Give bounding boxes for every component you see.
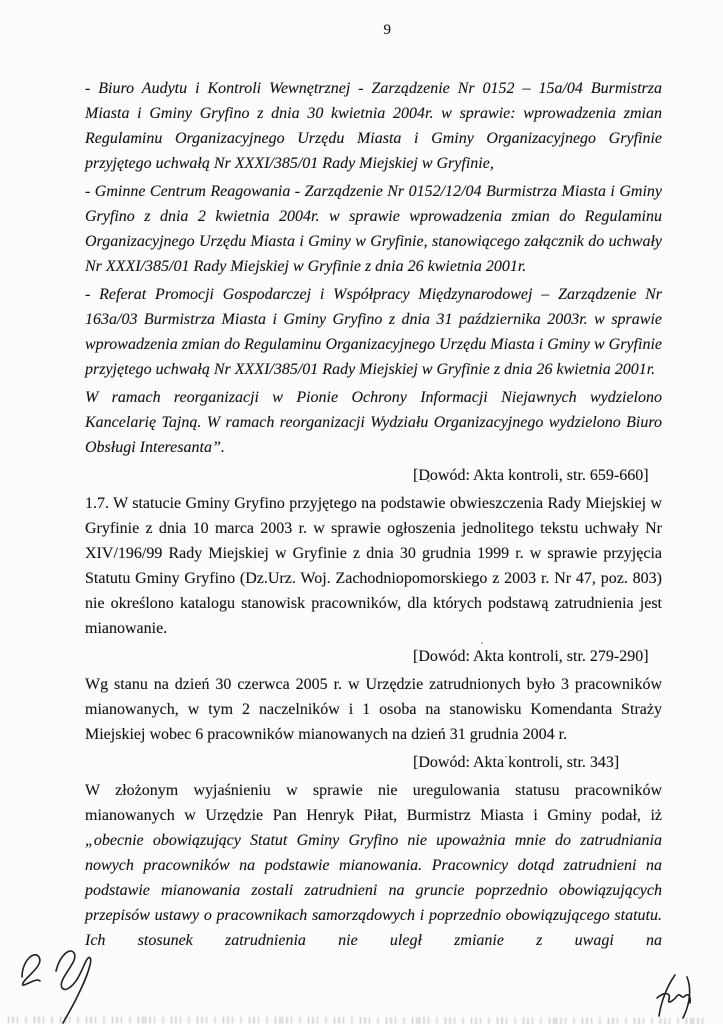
- list-item-crisis-center: - Gminne Centrum Reagowania - Zarządzenie Nr 0152/12/04 Burmistrza Miasta i Gminy Gryfino z dnia 2 kwietnia 2004r. w sprawie wprowadzenia zmian do Regulaminu Organizacyjnego Urzędu Miasta i Gminy w Gryfinie, stanowiącego załącznik do uchwały Nr XXXI/385/01 Rady Miejskiej w Gryfinie z dnia 26 kwietnia 2001r.: [85, 183, 662, 275]
- explanation-quote-text: „obecnie obowiązujący Statut Gminy Gryfino nie upoważnia mnie do zatrudniania nowych pracowników na podstawie mianowania. Pracownicy dotąd zatrudnieni na podstawie mianowania zostali zatrudnieni na gruncie poprzednio obowiązujących przepisów ustawy o pracownikach samorządowych i poprzednio obowiązującego statutu. Ich stosunek zatrudnienia nie uległ zmianie z uwagi na: [85, 832, 662, 949]
- paragraph-staffing: Wg stanu na dzień 30 czerwca 2005 r. w Urzędzie zatrudnionych było 3 pracowników mianowanych, w tym 2 naczelników i 1 osoba na stanowisku Komendanta Straży Miejskiej wobec 6 pracowników mianowanych na dzień 31 grudnia 2004 r.: [85, 676, 662, 743]
- document-body: [85, 76, 662, 956]
- list-item-promotion-office: - Referat Promocji Gospodarczej i Współpracy Międzynarodowej – Zarządzenie Nr 163a/03 Burmistrza Miasta i Gminy Gryfino z dnia 31 października 2003r. w sprawie wprowadzenia zmian do Regulaminu Organizacyjnego Urzędu Miasta i Gminy w Gryfinie przyjętego uchwałą Nr XXXI/385/01 Rady Miejskiej w Gryfinie z dnia 26 kwietnia 2001r.: [85, 286, 662, 378]
- scan-speck: [481, 642, 483, 644]
- cutoff-text-line: [8, 1016, 709, 1024]
- evidence-reference-1: [Dowód: Akta kontroli, str. 659-660]: [413, 467, 649, 484]
- paragraph-mayor-explanation: [85, 778, 662, 953]
- scan-speck: [505, 756, 507, 758]
- list-item-audit-bureau: - Biuro Audytu i Kontroli Wewnętrznej - Zarządzenie Nr 0152 – 15a/04 Burmistrza Miasta i Gminy Gryfino z dnia 30 kwietnia 2004r. w sprawie: wprowadzenia zmian Regulaminu Organizacyjnego Urzędu Miasta i Gminy Organizacyjnego Gryfinie przyjętego uchwałą Nr XXXI/385/01 Rady Miejskiej w Gryfinie,: [85, 80, 662, 172]
- scan-speck: [427, 480, 430, 482]
- evidence-reference-2: [Dowód: Akta kontroli, str. 279-290]: [413, 648, 649, 665]
- page-number: 9: [383, 22, 392, 38]
- paragraph-reorganization: W ramach reorganizacji w Pionie Ochrony Informacji Niejawnych wydzielono Kancelarię Tajną. W ramach reorganizacji Wydziału Organizacyjnego wydzielono Biuro Obsługi Interesanta”.: [85, 389, 662, 456]
- handwritten-initials-right-icon: [646, 966, 708, 1022]
- evidence-reference-3: [Dowód: Akta kontroli, str. 343]: [413, 754, 620, 771]
- paragraph-section-1-7: 1.7. W statucie Gminy Gryfino przyjętego na podstawie obwieszczenia Rady Miejskiej w Gryfinie z dnia 10 marca 2003 r. w sprawie ogłoszenia jednolitego tekstu uchwały Nr XIV/196/99 Rady Miejskiej w Gryfinie z dnia 30 grudnia 1999 r. w sprawie przyjęcia Statutu Gminy Gryfino (Dz.Urz. Woj. Zachodniopomorskiego z 2003 r. Nr 47, poz. 803) nie określono katalogu stanowisk pracowników, dla których podstawą zatrudnienia jest mianowanie.: [85, 495, 662, 637]
- explanation-lead-text: W złożonym wyjaśnieniu w sprawie nie uregulowania statusu pracowników mianowanych w Urzędzie Pan Henryk Piłat, Burmistrz Miasta i Gminy podał, iż: [85, 782, 662, 824]
